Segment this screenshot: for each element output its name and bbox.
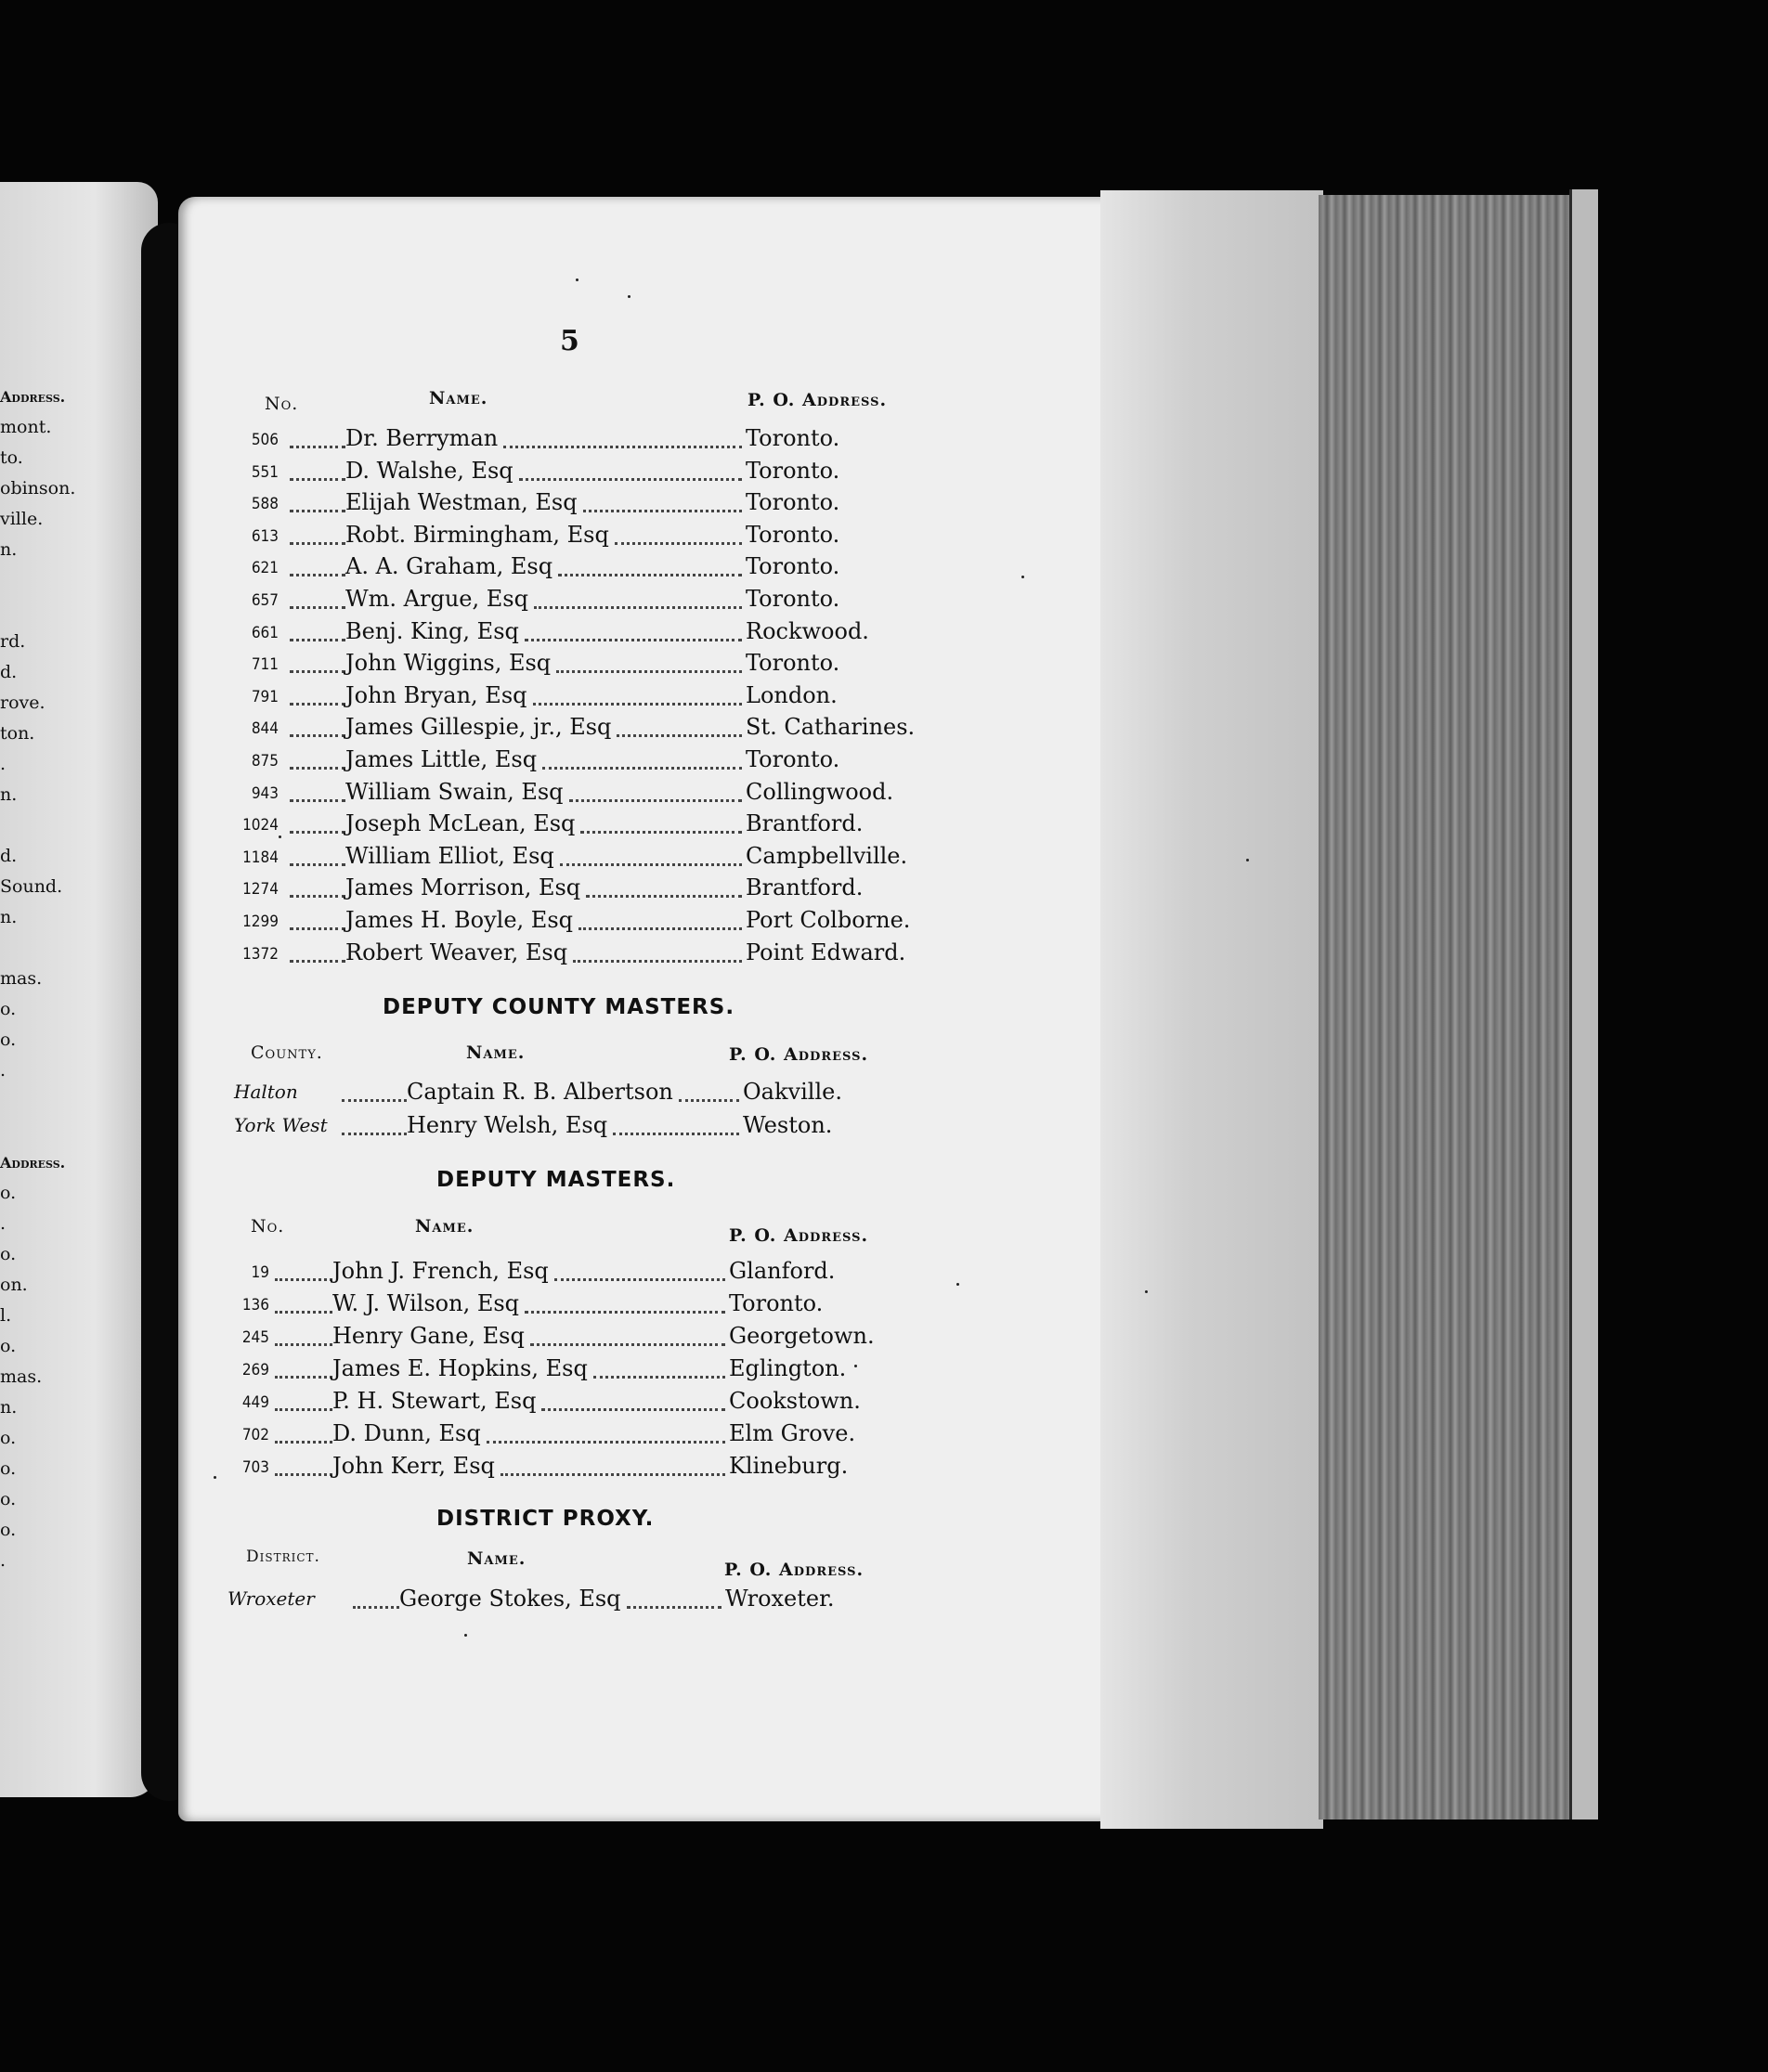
left-page-fragment: o. <box>0 1336 17 1356</box>
table-row <box>186 714 929 745</box>
deputy-county-title: DEPUTY COUNTY MASTERS. <box>383 995 735 1019</box>
dot-leader <box>615 542 742 545</box>
row-number: 711 <box>251 655 279 675</box>
row-name: Dr. Berryman <box>345 425 499 451</box>
deputy-masters-title: DEPUTY MASTERS. <box>436 1168 676 1192</box>
table-row <box>186 553 929 585</box>
left-page-fragment: o. <box>0 1030 17 1050</box>
dot-leader <box>487 1441 725 1444</box>
left-page-fragment: to. <box>0 447 23 468</box>
row-number: 613 <box>251 526 279 546</box>
deputy-masters-header-no: No. <box>251 1216 285 1237</box>
left-page-fragment: . <box>0 754 6 774</box>
row-name: Captain R. B. Albertson <box>407 1079 673 1105</box>
table-row <box>176 1420 919 1452</box>
left-page-fragment: o. <box>0 999 17 1019</box>
dot-leader <box>583 510 742 512</box>
paper-speck <box>1246 859 1249 861</box>
dot-leader <box>275 1441 332 1444</box>
row-address: Cookstown. <box>729 1388 861 1414</box>
row-address: Brantford. <box>746 810 864 837</box>
row-name: William Swain, Esq <box>345 778 564 805</box>
row-address: Toronto. <box>746 425 840 451</box>
table-row <box>186 586 929 617</box>
table-row <box>186 907 929 939</box>
left-page-fragment: d. <box>0 846 18 866</box>
dot-leader <box>342 1099 407 1102</box>
row-name: D. Dunn, Esq <box>332 1420 481 1446</box>
left-page-fragment: o. <box>0 1520 17 1540</box>
row-name: W. J. Wilson, Esq <box>332 1290 520 1316</box>
dot-leader <box>519 478 742 481</box>
row-address: Toronto. <box>746 746 840 772</box>
row-number: 1299 <box>242 913 279 931</box>
deputy-masters-header-name: Name. <box>415 1216 474 1237</box>
row-address: Toronto. <box>746 521 840 548</box>
dot-leader <box>353 1606 399 1609</box>
page-number: 5 <box>560 325 579 357</box>
dot-leader <box>534 606 742 609</box>
dot-leader <box>290 606 345 609</box>
dot-leader <box>525 639 742 641</box>
table-row <box>186 682 929 714</box>
table-row <box>176 1290 919 1322</box>
dot-leader <box>627 1606 722 1609</box>
table-row <box>186 458 929 489</box>
table-row <box>176 1258 919 1289</box>
dot-leader <box>573 960 742 963</box>
page-stack-edge <box>1319 195 1588 1819</box>
dot-leader <box>275 1473 332 1476</box>
row-name: Robt. Birmingham, Esq <box>345 521 609 548</box>
masters-header-name: Name. <box>429 388 488 408</box>
masters-header-no: No. <box>265 394 299 414</box>
dot-leader <box>290 927 345 930</box>
row-number: 136 <box>241 1296 269 1314</box>
row-address: Collingwood. <box>746 778 894 805</box>
dot-leader <box>275 1343 332 1346</box>
left-page-fragment <box>0 810 75 841</box>
dot-leader <box>593 1376 725 1379</box>
left-page-fragment: rd. <box>0 631 26 652</box>
left-page-fragment: . <box>0 1550 6 1571</box>
left-page-fragment: l. <box>0 1305 12 1326</box>
row-name: James Little, Esq <box>345 746 538 772</box>
left-page-fragment <box>0 1086 75 1117</box>
row-name: James Gillespie, jr., Esq <box>345 714 612 741</box>
dot-leader <box>533 703 742 706</box>
dot-leader <box>558 574 742 576</box>
row-address: Toronto. <box>729 1290 824 1316</box>
left-page-fragment: mas. <box>0 968 43 989</box>
dot-leader <box>290 478 345 481</box>
paper-speck <box>628 295 630 298</box>
dot-leader <box>554 1278 725 1281</box>
paper-speck <box>956 1283 959 1286</box>
left-page-fragment: d. <box>0 662 18 682</box>
row-address: Rockwood. <box>746 617 869 644</box>
dot-leader <box>613 1133 739 1135</box>
row-name: John Bryan, Esq <box>345 681 527 708</box>
paper-speck <box>279 835 281 838</box>
row-number: 1274 <box>242 880 279 900</box>
table-row <box>176 1388 919 1419</box>
row-county: York West <box>234 1114 328 1136</box>
deputy-masters-header-address: P. O. Address. <box>729 1225 869 1246</box>
left-page-fragment <box>0 1117 75 1147</box>
dot-leader <box>503 446 742 448</box>
left-page-fragment: o. <box>0 1489 17 1509</box>
dot-leader <box>290 446 345 448</box>
table-row <box>186 939 929 971</box>
table-row <box>186 843 929 874</box>
paper-speck <box>1145 1290 1148 1293</box>
deputy-county-header-address: P. O. Address. <box>729 1044 869 1065</box>
row-name: George Stokes, Esq <box>399 1586 621 1612</box>
row-number: 245 <box>241 1328 269 1347</box>
left-page-fragment: . <box>0 1060 6 1081</box>
left-page-fragment: o. <box>0 1183 17 1203</box>
dot-leader <box>541 1408 725 1411</box>
row-name: John Kerr, Esq <box>332 1453 495 1479</box>
row-address: Toronto. <box>746 650 840 677</box>
left-page-fragment: n. <box>0 1397 18 1418</box>
row-name: Robert Weaver, Esq <box>345 939 568 965</box>
row-address: St. Catharines. <box>746 714 916 741</box>
left-page-fragment: Address. <box>0 388 66 406</box>
row-number: 506 <box>251 431 279 449</box>
dot-leader <box>290 863 345 866</box>
masters-header-address: P. O. Address. <box>748 390 888 410</box>
left-page-fragment: ville. <box>0 509 44 529</box>
dot-leader <box>290 574 345 576</box>
dot-leader <box>275 1278 332 1281</box>
dot-leader <box>569 799 742 802</box>
left-page-fragment <box>0 565 75 596</box>
paper-speck <box>1021 576 1024 578</box>
row-address: Elm Grove. <box>729 1420 856 1446</box>
page-fore-edge <box>1100 190 1323 1829</box>
table-row <box>186 489 929 521</box>
row-address: Toronto. <box>746 457 840 484</box>
row-address: Brantford. <box>746 874 864 901</box>
row-number: 1372 <box>242 944 279 964</box>
district-proxy-title: DISTRICT PROXY. <box>436 1507 655 1531</box>
dot-leader <box>679 1099 739 1102</box>
table-row <box>186 618 929 650</box>
dot-leader <box>342 1133 407 1135</box>
dot-leader <box>290 510 345 512</box>
left-page-fragment: o. <box>0 1458 17 1479</box>
row-address: Toronto. <box>746 489 840 516</box>
left-page-text-fragments <box>0 382 75 1576</box>
row-number: 269 <box>241 1361 269 1379</box>
row-number: 703 <box>241 1458 269 1477</box>
table-row <box>176 1323 919 1354</box>
row-number: 588 <box>251 495 279 514</box>
row-number: 19 <box>251 1263 269 1282</box>
book-cover-edge <box>1569 189 1598 1819</box>
dot-leader <box>542 767 742 770</box>
row-name: Benj. King, Esq <box>345 617 519 644</box>
row-number: 791 <box>251 687 279 706</box>
row-county: Halton <box>234 1081 298 1103</box>
row-number: 875 <box>251 752 279 771</box>
row-number: 657 <box>251 591 279 610</box>
dot-leader <box>290 639 345 641</box>
dot-leader <box>290 767 345 770</box>
dot-leader <box>556 670 742 673</box>
row-address: Oakville. <box>743 1079 842 1105</box>
left-page-fragment: Sound. <box>0 876 63 897</box>
table-row <box>176 1355 919 1387</box>
district-proxy-header-name: Name. <box>467 1548 526 1569</box>
row-address: Georgetown. <box>729 1323 875 1349</box>
dot-leader <box>580 831 742 834</box>
row-address: Toronto. <box>746 586 840 612</box>
left-page-fragment: rove. <box>0 693 46 713</box>
row-address: Port Colborne. <box>746 907 911 933</box>
dot-leader <box>290 831 345 834</box>
row-address: Klineburg. <box>729 1453 849 1479</box>
row-name: D. Walshe, Esq <box>345 457 514 484</box>
dot-leader <box>275 1408 332 1411</box>
left-page-fragment: mas. <box>0 1366 43 1387</box>
left-page-fragment: on. <box>0 1275 28 1295</box>
row-name: Elijah Westman, Esq <box>345 489 578 516</box>
row-name: Wm. Argue, Esq <box>345 586 528 612</box>
row-address: Point Edward. <box>746 939 906 965</box>
row-name: James H. Boyle, Esq <box>345 907 574 933</box>
dot-leader <box>290 703 345 706</box>
left-page-fragment <box>0 933 75 964</box>
row-name: William Elliot, Esq <box>345 842 554 869</box>
dot-leader <box>275 1311 332 1314</box>
left-page-fragment <box>0 596 75 627</box>
left-page-fragment: o. <box>0 1428 17 1448</box>
deputy-county-header-name: Name. <box>466 1042 526 1063</box>
left-page-fragment: Address. <box>0 1154 66 1172</box>
row-number: 661 <box>251 623 279 642</box>
row-number: 551 <box>251 462 279 482</box>
row-address: Weston. <box>743 1112 833 1138</box>
row-district: Wroxeter <box>228 1587 315 1610</box>
table-row <box>186 810 929 842</box>
dot-leader <box>525 1311 725 1314</box>
dot-leader <box>560 863 742 866</box>
dot-leader <box>586 895 742 898</box>
paper-speck <box>464 1634 467 1637</box>
row-address: Toronto. <box>746 553 840 580</box>
dot-leader <box>275 1376 332 1379</box>
row-name: Joseph McLean, Esq <box>345 810 576 837</box>
table-row <box>176 1453 919 1484</box>
dot-leader <box>500 1473 725 1476</box>
row-name: Henry Welsh, Esq <box>407 1112 608 1138</box>
left-page-fragment: n. <box>0 539 18 560</box>
row-name: Henry Gane, Esq <box>332 1323 525 1349</box>
row-name: James Morrison, Esq <box>345 874 581 901</box>
dot-leader <box>617 734 742 737</box>
left-page-fragment: o. <box>0 1244 17 1264</box>
row-number: 1024 <box>242 816 279 835</box>
row-number: 844 <box>251 719 279 739</box>
row-number: 1184 <box>242 848 279 867</box>
dot-leader <box>290 542 345 545</box>
district-proxy-header-district: District. <box>246 1548 320 1566</box>
deputy-county-header-county: County. <box>251 1042 323 1063</box>
row-address: Wroxeter. <box>725 1586 835 1612</box>
table-row <box>228 1586 933 1617</box>
table-row <box>234 1079 940 1110</box>
row-address: Glanford. <box>729 1258 836 1284</box>
row-number: 621 <box>251 559 279 578</box>
dot-leader <box>290 670 345 673</box>
dot-leader <box>290 895 345 898</box>
left-page-fragment: . <box>0 1213 6 1234</box>
row-address: Eglington. <box>729 1355 847 1381</box>
district-proxy-header-address: P. O. Address. <box>724 1560 864 1580</box>
left-page <box>0 182 158 1797</box>
left-page-fragment: mont. <box>0 417 52 437</box>
row-name: James E. Hopkins, Esq <box>332 1355 588 1381</box>
dot-leader <box>578 927 742 930</box>
row-address: Campbellville. <box>746 842 908 869</box>
dot-leader <box>290 799 345 802</box>
paper-speck <box>854 1365 857 1367</box>
table-row <box>186 874 929 906</box>
table-row <box>186 650 929 681</box>
table-row <box>186 746 929 778</box>
table-row <box>186 425 929 457</box>
row-name: John J. French, Esq <box>332 1258 549 1284</box>
row-name: P. H. Stewart, Esq <box>332 1388 537 1414</box>
row-name: John Wiggins, Esq <box>345 650 552 677</box>
left-page-fragment: n. <box>0 907 18 927</box>
table-row <box>234 1112 940 1144</box>
dot-leader <box>290 960 345 963</box>
row-number: 943 <box>251 783 279 803</box>
table-row <box>186 779 929 810</box>
left-page-fragment: obinson. <box>0 478 76 499</box>
row-address: London. <box>746 681 838 708</box>
dot-leader <box>530 1343 725 1346</box>
paper-speck <box>214 1476 216 1479</box>
row-name: A. A. Graham, Esq <box>345 553 553 580</box>
table-row <box>186 522 929 553</box>
left-page-fragment: n. <box>0 784 18 805</box>
row-number: 702 <box>241 1426 269 1444</box>
dot-leader <box>290 734 345 737</box>
paper-speck <box>576 278 578 281</box>
left-page-fragment: ton. <box>0 723 35 744</box>
row-number: 449 <box>241 1393 269 1412</box>
